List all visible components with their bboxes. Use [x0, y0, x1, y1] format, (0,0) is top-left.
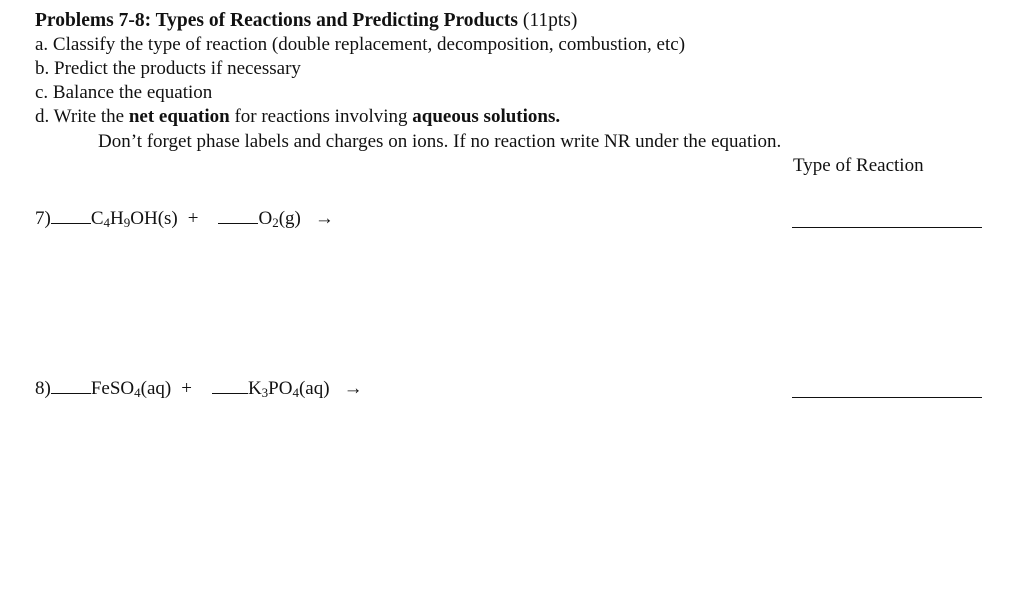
reactant-1: $C_4H_9OH(s)$: [90, 208, 178, 230]
coefficient-blank[interactable]: [218, 205, 258, 224]
problem-number: 7): [35, 208, 51, 229]
reactant-1: FeSO$_4$(aq): [90, 378, 172, 400]
yield-arrow: →: [314, 208, 334, 229]
problem-8-equation: [35, 375, 363, 405]
coefficient-blank[interactable]: [51, 375, 91, 394]
instruction-c: c. Balance the equation: [35, 82, 213, 103]
problem-7-equation: [35, 205, 334, 235]
phase-label-note: Don’t forget phase labels and charges on ions. If no reaction write NR under the equation.: [98, 131, 782, 152]
coefficient-blank[interactable]: [212, 375, 248, 394]
instruction-d-mid: for reactions involving: [229, 106, 413, 127]
plus-sign: +: [187, 208, 199, 229]
instruction-a: a. Classify the type of reaction (double replacement, decomposition, combustion, etc): [35, 34, 686, 55]
instruction-d-net-equation: net equation: [128, 106, 230, 127]
coefficient-blank[interactable]: [51, 205, 91, 224]
reactant-2: $O_2(g)$: [258, 208, 301, 230]
yield-arrow: →: [343, 378, 363, 399]
title-text: Problems 7-8: Types of Reactions and Predicting Products: [35, 10, 518, 31]
reaction-type-answer-line-8[interactable]: [792, 396, 982, 398]
reaction-type-answer-line-7[interactable]: [792, 226, 982, 228]
instruction-d-aqueous: aqueous solutions.: [412, 106, 561, 127]
instruction-b: b. Predict the products if necessary: [35, 58, 301, 79]
problem-number: 8): [35, 378, 51, 399]
instruction-d: [35, 105, 560, 129]
title-points: (11pts): [522, 10, 578, 31]
type-of-reaction-header: Type of Reaction: [793, 155, 924, 176]
instruction-d-pre: d. Write the: [35, 106, 129, 127]
reactant-2: $K_3PO_4(aq)$: [247, 378, 330, 400]
plus-sign: +: [181, 378, 192, 399]
worksheet-title: [35, 9, 577, 33]
